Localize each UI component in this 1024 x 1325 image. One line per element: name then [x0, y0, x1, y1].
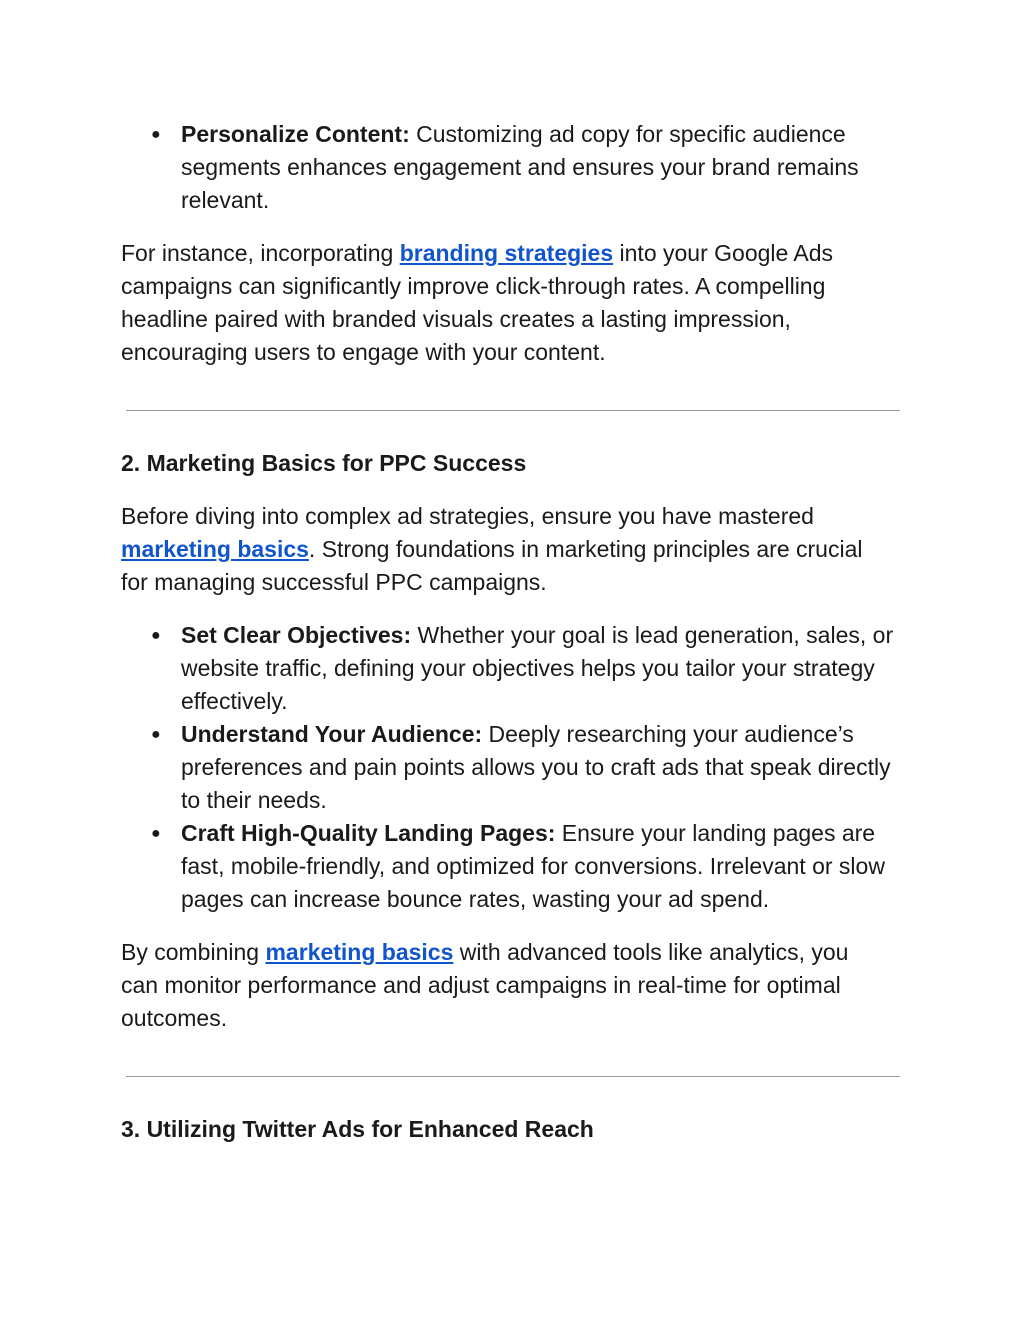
marketing-basics-link-2[interactable]: marketing basics	[265, 939, 454, 965]
bullet-icon: ●	[151, 126, 161, 143]
bullet-icon: ●	[151, 627, 161, 644]
bullet-icon: ●	[151, 825, 161, 842]
paragraph-branding: For instance, incorporating branding strategies into your Google Ads campaigns can significantly improve click-through rates. A compelling headline paired with branded visuals creates a lasting impression, encouraging users to engage with your content.	[121, 240, 834, 365]
bullet-label: Personalize Content:	[181, 121, 410, 147]
list-item	[151, 118, 911, 217]
list-item	[151, 817, 911, 916]
branding-strategies-link[interactable]: branding strategies	[399, 240, 614, 266]
bullet-list-top	[121, 118, 911, 217]
paragraph-intro: Before diving into complex ad strategies, ensure you have mastered marketing basics. Strong foundations in marketing principles are crucial for managing successful PPC campaigns.	[121, 503, 863, 595]
section-heading-marketing-basics: 2. Marketing Basics for PPC Success	[121, 450, 527, 476]
document-page	[121, 118, 911, 1146]
bullet-list-marketing	[121, 619, 911, 916]
bullet-text: Whether your goal is lead generation, sales, or website traffic, defining your objectives helps you tailor your strategy effectively.	[181, 622, 894, 714]
bullet-label: Craft High-Quality Landing Pages:	[181, 820, 556, 846]
section-heading-twitter-ads: 3. Utilizing Twitter Ads for Enhanced Reach	[121, 1116, 594, 1142]
paragraph-outro: By combining marketing basics with advanced tools like analytics, you can monitor performance and adjust campaigns in real-time for optimal outcomes.	[121, 939, 849, 1031]
list-item	[151, 619, 911, 718]
bullet-icon: ●	[151, 726, 161, 743]
marketing-basics-link[interactable]: marketing basics	[121, 536, 309, 562]
bullet-label: Understand Your Audience:	[181, 721, 483, 747]
bullet-text: Ensure your landing pages are fast, mobile-friendly, and optimized for conversions. Irrelevant or slow pages can increase bounce rates, wasting your ad spend.	[181, 820, 885, 912]
bullet-text: Deeply researching your audience’s preferences and pain points allows you to craft ads that speak directly to their needs.	[181, 721, 891, 813]
bullet-label: Set Clear Objectives:	[181, 622, 412, 648]
bullet-text: Customizing ad copy for specific audience segments enhances engagement and ensures your brand remains relevant.	[181, 121, 859, 213]
list-item	[151, 718, 911, 817]
